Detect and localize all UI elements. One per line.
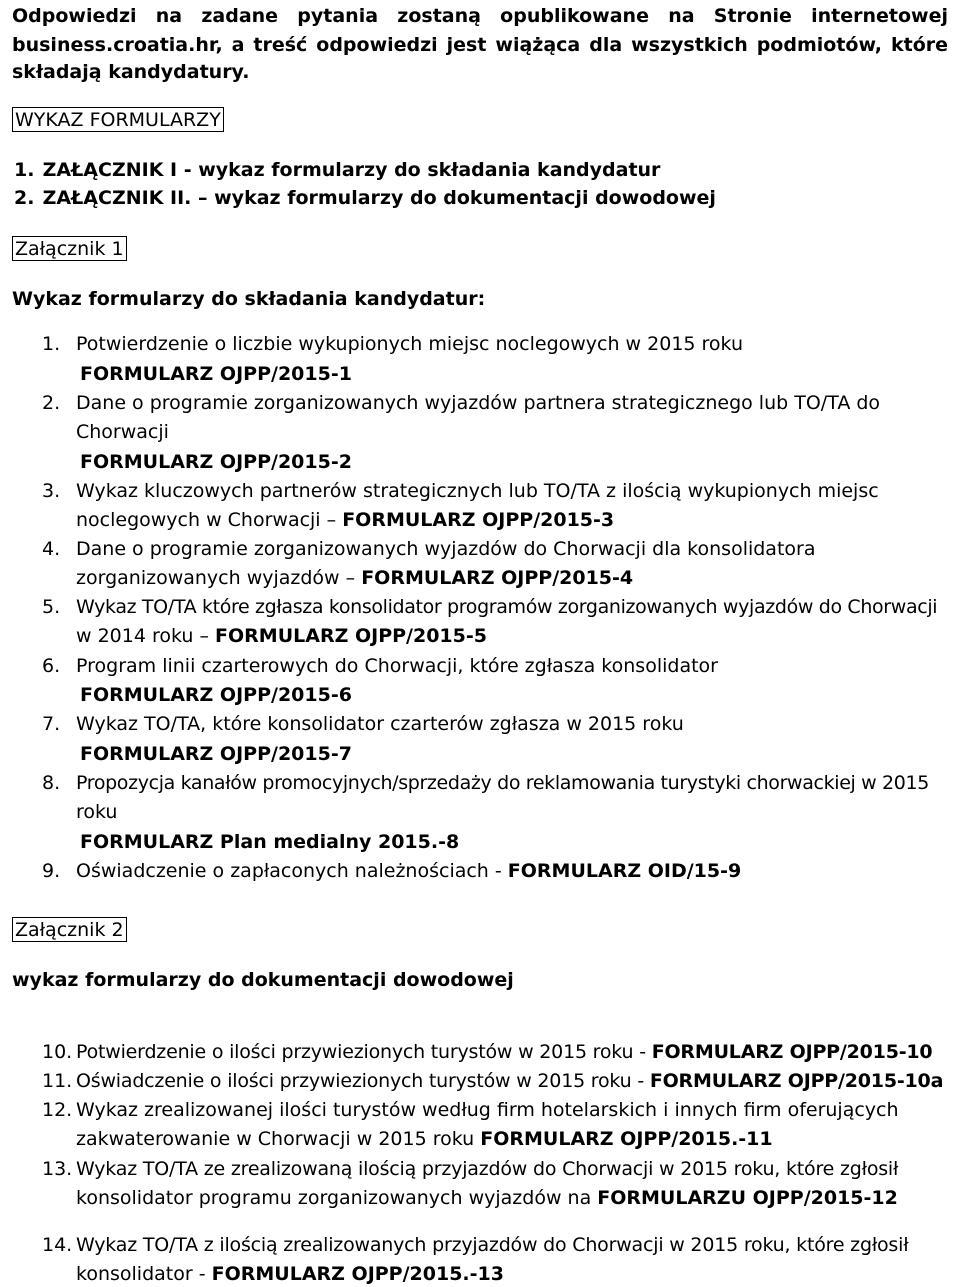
- toc-item-2: [14, 186, 716, 210]
- wykaz-title: WYKAZ FORMULARZY: [12, 107, 224, 132]
- item-9-form: FORMULARZ OID/15-9: [507, 860, 742, 882]
- item-6-form: FORMULARZ OJPP/2015-6: [80, 684, 352, 706]
- annex1-title-wrap: [12, 237, 127, 261]
- intro-line-2: business.croatia.hr, a treść odpowiedzi jest wiążąca dla wszystkich podmiotów, które: [12, 34, 948, 56]
- list-item-3: [42, 479, 879, 503]
- item-text: Wykaz TO/TA, które konsolidator czarterów zgłasza w 2015 roku: [76, 713, 684, 735]
- toc-item-num: 2.: [14, 187, 35, 209]
- item-13-form: FORMULARZU OJPP/2015-12: [597, 1187, 898, 1209]
- item-9-line: [76, 859, 741, 883]
- intro-line-3: składają kandydatury.: [12, 61, 250, 83]
- item-text: w 2014 roku –: [76, 625, 209, 647]
- item-5-line-2: [76, 624, 487, 648]
- item-text: Oświadczenie o zapłaconych należnościach -: [76, 860, 502, 882]
- item-text: konsolidator programu zorganizowanych wyjazdów na: [76, 1187, 592, 1209]
- item-num: 9.: [42, 860, 61, 882]
- annex2-title: Załącznik 2: [12, 917, 127, 942]
- item-7-form: FORMULARZ OJPP/2015-7: [80, 743, 352, 765]
- item-text: zorganizowanych wyjazdów –: [76, 567, 356, 589]
- item-num: 8.: [42, 772, 61, 794]
- item-num: 11.: [42, 1070, 73, 1092]
- item-3-form: FORMULARZ OJPP/2015-3: [342, 509, 615, 531]
- item-3-line-2: [76, 508, 614, 532]
- item-num: 6.: [42, 655, 61, 677]
- item-4-form: FORMULARZ OJPP/2015-4: [361, 567, 634, 589]
- item-10-line: [76, 1040, 932, 1064]
- item-8-form: FORMULARZ Plan medialny 2015.-8: [80, 831, 460, 853]
- list-item-9: [42, 859, 742, 883]
- list-item-1: [42, 332, 744, 356]
- item-text: Wykaz TO/TA ze zrealizowaną ilością przyjazdów do Chorwacji w 2015 roku, które zgłosił: [76, 1158, 899, 1180]
- annex1-title: Załącznik 1: [12, 236, 127, 261]
- item-text: Wykaz kluczowych partnerów strategicznych lub TO/TA z ilością wykupionych miejsc: [76, 480, 879, 502]
- item-text: Potwierdzenie o liczbie wykupionych miejsc noclegowych w 2015 roku: [76, 333, 744, 355]
- item-13-line-2: [76, 1186, 898, 1210]
- toc-item-text: ZAŁĄCZNIK I - wykaz formularzy do składania kandydatur: [42, 159, 661, 181]
- item-num: 5.: [42, 596, 61, 618]
- toc-item-num: 1.: [14, 159, 35, 181]
- item-1-form: FORMULARZ OJPP/2015-1: [80, 363, 352, 385]
- item-11-line: [76, 1069, 943, 1093]
- list-item-6: [42, 654, 718, 678]
- item-text: noclegowych w Chorwacji –: [76, 509, 337, 531]
- item-text: Potwierdzenie o ilości przywiezionych turystów w 2015 roku -: [76, 1041, 646, 1063]
- item-14-form: FORMULARZ OJPP/2015.-13: [211, 1263, 504, 1285]
- item-12-form: FORMULARZ OJPP/2015.-11: [480, 1128, 773, 1150]
- intro-line-1: Odpowiedzi na zadane pytania zostaną opublikowane na Stronie internetowej: [12, 5, 948, 27]
- toc-item-1: [14, 158, 660, 182]
- item-text: Wykaz zrealizowanej ilości turystów według firm hotelarskich i innych firm oferujących: [76, 1099, 899, 1121]
- item-num: 14.: [42, 1234, 73, 1256]
- item-num: 13.: [42, 1158, 73, 1180]
- item-num: 10.: [42, 1041, 73, 1063]
- item-text: Oświadczenie o ilości przywiezionych turystów w 2015 roku -: [76, 1070, 644, 1092]
- item-num: 1.: [42, 333, 61, 355]
- item-11-form: FORMULARZ OJPP/2015-10a: [649, 1070, 944, 1092]
- item-2-form: FORMULARZ OJPP/2015-2: [80, 451, 352, 473]
- annex2-title-wrap: [12, 918, 127, 942]
- item-text: Dane o programie zorganizowanych wyjazdów partnera strategicznego lub TO/TA do: [76, 392, 881, 414]
- list-item-8: [42, 771, 929, 795]
- item-10-form: FORMULARZ OJPP/2015-10: [651, 1041, 933, 1063]
- item-8-line-2: roku: [76, 801, 118, 823]
- item-num: 12.: [42, 1099, 73, 1121]
- wykaz-title-wrap: [12, 108, 224, 132]
- item-num: 3.: [42, 480, 61, 502]
- item-num: 4.: [42, 538, 61, 560]
- list-item-4: [42, 537, 816, 561]
- annex1-subtitle: Wykaz formularzy do składania kandydatur:: [12, 288, 486, 310]
- item-12-line-2: [76, 1127, 773, 1151]
- item-text: Wykaz TO/TA które zgłasza konsolidator programów zorganizowanych wyjazdów do Chorwacji: [76, 596, 938, 618]
- item-text: Wykaz TO/TA z ilością zrealizowanych przyjazdów do Chorwacji w 2015 roku, które zgłosił: [76, 1234, 909, 1256]
- item-5-form: FORMULARZ OJPP/2015-5: [215, 625, 487, 647]
- list-item-2: [42, 391, 881, 415]
- item-text: Program linii czarterowych do Chorwacji, które zgłasza konsolidator: [76, 655, 718, 677]
- item-text: Dane o programie zorganizowanych wyjazdów do Chorwacji dla konsolidatora: [76, 538, 816, 560]
- toc-item-text: ZAŁĄCZNIK II. – wykaz formularzy do dokumentacji dowodowej: [42, 187, 716, 209]
- annex2-subtitle: wykaz formularzy do dokumentacji dowodowej: [12, 969, 514, 991]
- item-text: konsolidator -: [76, 1263, 206, 1285]
- list-item-5: [42, 595, 938, 619]
- item-4-line-2: [76, 566, 633, 590]
- item-2-line-2: Chorwacji: [76, 421, 169, 443]
- item-text: Propozycja kanałów promocyjnych/sprzedaży do reklamowania turystyki chorwackiej w 2015: [76, 772, 929, 794]
- list-item-7: [42, 712, 684, 736]
- item-num: 2.: [42, 392, 61, 414]
- item-14-line-2: [76, 1262, 504, 1286]
- item-text: zakwaterowanie w Chorwacji w 2015 roku: [76, 1128, 475, 1150]
- item-num: 7.: [42, 713, 61, 735]
